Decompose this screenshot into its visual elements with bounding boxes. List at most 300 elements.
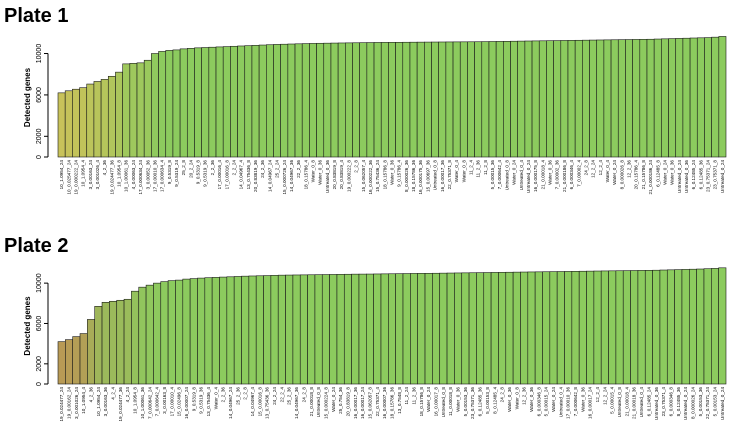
x-tick-label: 24_2_8 bbox=[583, 160, 589, 176]
bar bbox=[216, 47, 223, 157]
bar bbox=[293, 275, 300, 384]
bar bbox=[469, 273, 476, 384]
x-tick-label: 7_0.000642_4 bbox=[497, 160, 503, 190]
y-axis-label: Detected genes bbox=[23, 296, 32, 356]
x-tick-label: 21_0.000186_8 bbox=[561, 160, 567, 192]
x-tick-label: 25_2_8 bbox=[181, 160, 187, 176]
bar bbox=[374, 42, 381, 157]
bar bbox=[572, 271, 579, 384]
x-tick-label: Water_0_24 bbox=[662, 160, 668, 185]
x-tick-label: 9_0.5319_36 bbox=[198, 387, 204, 414]
x-tick-label: 8_0.12485_4 bbox=[492, 387, 498, 414]
bar bbox=[432, 273, 439, 384]
bar bbox=[360, 43, 367, 157]
bar bbox=[582, 40, 589, 157]
x-tick-label: 8_0.000026_8 bbox=[619, 160, 625, 190]
x-tick-label: Water_0_24 bbox=[511, 160, 517, 185]
x-tick-label: 24_2_36 bbox=[260, 160, 266, 178]
x-tick-label: 15_0.00697_36 bbox=[425, 160, 431, 192]
x-tick-label: 20_0.83819_8 bbox=[332, 160, 338, 190]
x-tick-label: 19_0.024477_36 bbox=[109, 160, 115, 195]
x-tick-label: 17_0.00016_8 bbox=[224, 160, 230, 190]
x-tick-label: 11_2_36 bbox=[411, 387, 417, 405]
bar bbox=[146, 285, 153, 384]
x-tick-label: 10_0.025477_24 bbox=[66, 160, 72, 195]
x-tick-label: 16_0.000222_36 bbox=[367, 160, 373, 195]
x-tick-label: 23_0.75371_8 bbox=[712, 160, 718, 190]
bar bbox=[539, 41, 546, 157]
x-tick-label: Untreated_0_24 bbox=[719, 160, 725, 193]
y-tick-label: 10000 bbox=[36, 273, 43, 293]
bar bbox=[102, 302, 109, 384]
bar bbox=[166, 50, 173, 157]
bar bbox=[528, 272, 535, 384]
bar bbox=[266, 45, 273, 157]
x-tick-label: 6_0.12485_24 bbox=[646, 387, 652, 417]
bar bbox=[130, 63, 137, 157]
bar bbox=[489, 42, 496, 157]
bar bbox=[359, 274, 366, 384]
bar bbox=[259, 45, 266, 157]
x-tick-label: 11_2_24 bbox=[404, 387, 410, 405]
x-tick-label: 20_0.83819_4 bbox=[339, 160, 345, 190]
bar bbox=[503, 41, 510, 157]
bar bbox=[676, 38, 683, 157]
bar bbox=[454, 273, 461, 384]
bar bbox=[631, 271, 638, 384]
bar bbox=[58, 93, 65, 157]
x-tick-label: 15_0.00016_8 bbox=[257, 387, 263, 417]
x-tick-label: Water_0_24 bbox=[550, 387, 556, 412]
x-tick-label: Water_0_36 bbox=[506, 387, 512, 412]
x-tick-label: 22_2_36 bbox=[296, 160, 302, 178]
bar bbox=[168, 281, 175, 384]
x-tick-label: 19_0.000222_24 bbox=[73, 160, 79, 195]
x-tick-label: 18_0.15786_8 bbox=[418, 387, 424, 417]
x-tick-label: Untreated_0_24 bbox=[683, 387, 689, 420]
bar bbox=[712, 37, 719, 157]
bar bbox=[520, 272, 527, 384]
x-tick-label: 11_2_4 bbox=[468, 160, 474, 175]
bar bbox=[388, 42, 395, 157]
bar bbox=[440, 273, 447, 384]
y-axis-label: Detected genes bbox=[23, 67, 32, 128]
bar bbox=[425, 273, 432, 384]
y-tick-label: 10000 bbox=[36, 43, 43, 64]
x-tick-label: 9_0.5319_24 bbox=[174, 160, 180, 187]
x-tick-label: 10_1.0954_8 bbox=[116, 160, 122, 187]
x-tick-label: 14_0.04967_24 bbox=[228, 387, 234, 419]
bar bbox=[256, 276, 263, 384]
x-tick-label: 7_0.00002_36 bbox=[554, 160, 560, 190]
x-tick-label: 2_2_8 bbox=[353, 160, 359, 173]
bar bbox=[187, 48, 194, 157]
x-tick-label: 2_2_24 bbox=[231, 160, 237, 176]
x-tick-label: 8_0.000026_24 bbox=[690, 387, 696, 419]
x-tick-label: 18_0.15786_8 bbox=[382, 160, 388, 190]
x-tick-label: Water_0_36 bbox=[317, 160, 323, 185]
bar bbox=[618, 40, 625, 157]
x-tick-label: 11_2_8 bbox=[482, 160, 488, 175]
x-tick-label: 25_2_24 bbox=[274, 160, 280, 178]
x-tick-label: 16_0.00017_36 bbox=[352, 387, 358, 419]
x-tick-label: 19_0.000222_8 bbox=[346, 160, 352, 192]
x-tick-label: 16_0.00007_36 bbox=[382, 387, 388, 419]
bar bbox=[87, 84, 94, 157]
bar bbox=[209, 47, 216, 157]
bar bbox=[94, 81, 101, 157]
bar bbox=[330, 274, 337, 384]
x-tick-label: Water_0_4 bbox=[604, 160, 610, 183]
x-tick-label: 3_0.001026_4 bbox=[95, 160, 101, 190]
x-tick-label: 6_0.000346_8 bbox=[536, 387, 542, 417]
x-tick-label: 3_0.001026_24 bbox=[73, 387, 79, 419]
y-tick-label: 2000 bbox=[36, 128, 43, 145]
bar bbox=[322, 275, 329, 384]
x-tick-label: Water_0_24 bbox=[612, 160, 618, 185]
x-tick-label: 13_0.75436_4 bbox=[205, 387, 211, 417]
bar bbox=[238, 46, 245, 157]
x-tick-label: 23_0.75371_36 bbox=[470, 387, 476, 419]
bar bbox=[557, 272, 564, 384]
x-tick-label: 6_0.12485_36 bbox=[698, 160, 704, 190]
x-tick-label: 12_2_36 bbox=[626, 160, 632, 178]
bar bbox=[640, 39, 647, 157]
bar bbox=[137, 63, 144, 157]
x-tick-label: 22_0.75371_4 bbox=[374, 387, 380, 417]
x-tick-label: Untreated_0_24 bbox=[719, 387, 725, 420]
x-tick-label: Water_0_4 bbox=[213, 387, 219, 410]
x-tick-label: 2_2_8 bbox=[242, 387, 248, 400]
x-tick-label: Untreated_0_24 bbox=[525, 160, 531, 193]
x-tick-label: 2_2_36 bbox=[220, 387, 226, 403]
bar bbox=[587, 271, 594, 384]
x-tick-label: 16_0.000175_36 bbox=[418, 160, 424, 195]
y-tick-label: 0 bbox=[36, 155, 43, 159]
x-tick-label: 16_0.00017_24 bbox=[360, 387, 366, 419]
bar bbox=[403, 42, 410, 157]
bar bbox=[476, 273, 483, 384]
bar bbox=[594, 271, 601, 384]
x-tick-label: 6_0.000346_4 bbox=[569, 160, 575, 190]
bar bbox=[597, 40, 604, 157]
bar bbox=[513, 272, 520, 384]
bar bbox=[590, 40, 597, 157]
bar bbox=[462, 273, 469, 384]
x-tick-label: 13_0.75436_8 bbox=[245, 160, 251, 190]
x-tick-label: 14_0.04967_24 bbox=[267, 160, 273, 192]
bar bbox=[205, 278, 212, 384]
bar bbox=[518, 41, 525, 157]
bar bbox=[689, 269, 696, 384]
bar bbox=[697, 38, 704, 157]
bar bbox=[123, 64, 130, 157]
x-tick-label: 2_2_36 bbox=[209, 160, 215, 176]
bar bbox=[183, 279, 190, 384]
bar bbox=[173, 50, 180, 157]
bar bbox=[609, 271, 616, 384]
x-tick-label: 11_2_36 bbox=[475, 160, 481, 178]
bar bbox=[601, 271, 608, 384]
x-tick-label: Untreated_0_8 bbox=[440, 387, 446, 418]
bar bbox=[367, 43, 374, 157]
x-tick-label: 19_0.024477_24 bbox=[59, 387, 65, 422]
bar bbox=[675, 270, 682, 384]
x-tick-label: 5_0.00015_24 bbox=[543, 387, 549, 417]
x-tick-label: 3_0.00163_24 bbox=[87, 160, 93, 190]
y-tick-label: 6000 bbox=[36, 87, 43, 103]
x-tick-label: 15_0.000726_24 bbox=[281, 160, 287, 195]
bar bbox=[697, 269, 704, 384]
bar bbox=[108, 76, 115, 157]
x-tick-label: 15_0.062057_8 bbox=[367, 387, 373, 419]
x-tick-label: 5_0.00015_4 bbox=[609, 387, 615, 414]
bar bbox=[245, 46, 252, 157]
plate-2-chart bbox=[23, 268, 726, 422]
x-tick-label: 13_0.75436_36 bbox=[264, 387, 270, 419]
x-tick-label: 10_1.0954_4 bbox=[81, 387, 87, 414]
bar bbox=[65, 340, 72, 384]
bar bbox=[344, 274, 351, 384]
bar bbox=[381, 274, 388, 384]
x-tick-label: 17_0.00010_36 bbox=[152, 160, 158, 192]
bar bbox=[396, 42, 403, 157]
bar bbox=[388, 274, 395, 384]
x-tick-label: Untreated_0_36 bbox=[683, 160, 689, 193]
bar bbox=[667, 270, 674, 384]
x-tick-label: 17_0.000634_4 bbox=[159, 160, 165, 192]
bar bbox=[139, 287, 146, 384]
bar bbox=[101, 79, 108, 157]
bar bbox=[579, 271, 586, 384]
x-tick-label: Water_0_36 bbox=[389, 160, 395, 185]
bar bbox=[542, 272, 549, 384]
x-tick-label: 11_0.00018_8 bbox=[448, 387, 454, 417]
x-tick-label: 25_2_36 bbox=[235, 387, 241, 405]
x-tick-label: 15_0.000224_8 bbox=[323, 387, 329, 419]
bar bbox=[223, 47, 230, 157]
bar bbox=[410, 42, 417, 157]
x-tick-label: 22_0.75371_24 bbox=[705, 387, 711, 419]
bar bbox=[535, 272, 542, 384]
x-tick-label: 8_0.000026_36 bbox=[403, 160, 409, 192]
x-tick-label: 25_2_36 bbox=[286, 387, 292, 405]
bar bbox=[554, 41, 561, 157]
bar bbox=[345, 43, 352, 157]
x-tick-label: Water_0_36 bbox=[528, 387, 534, 412]
bar bbox=[475, 42, 482, 157]
x-tick-label: 5_0.00153_36 bbox=[462, 387, 468, 417]
bar bbox=[366, 274, 373, 384]
bar bbox=[302, 44, 309, 157]
bar bbox=[271, 275, 278, 384]
bar bbox=[286, 275, 293, 384]
x-tick-label: 22_2_4 bbox=[279, 387, 285, 403]
x-tick-label: 9_0.5319_8 bbox=[195, 160, 201, 185]
bar bbox=[315, 275, 322, 384]
bar bbox=[396, 274, 403, 384]
x-tick-label: 17_0.00010_36 bbox=[565, 387, 571, 419]
x-tick-label: 9_0.5319_36 bbox=[202, 160, 208, 187]
x-tick-label: 7_0.00002_4 bbox=[576, 160, 582, 187]
x-tick-label: 5_0.00153_8 bbox=[484, 387, 490, 414]
x-tick-label: 21_0.00018_4 bbox=[624, 387, 630, 417]
bar bbox=[417, 42, 424, 157]
bar bbox=[72, 89, 79, 157]
bar bbox=[506, 272, 513, 384]
x-tick-label: 21_0.00018_36 bbox=[631, 387, 637, 419]
bar bbox=[190, 279, 197, 384]
x-tick-label: Water_0_24 bbox=[330, 387, 336, 412]
bar bbox=[159, 51, 166, 157]
x-tick-label: 23_0.75371_4 bbox=[661, 387, 667, 417]
x-tick-label: 20_2_24 bbox=[188, 160, 194, 178]
x-tick-label: 10_1.0954_24 bbox=[95, 387, 101, 417]
x-tick-label: 4_0.00063_24 bbox=[130, 160, 136, 190]
bar bbox=[403, 274, 410, 384]
bar bbox=[424, 42, 431, 157]
x-tick-label: Water_0_8 bbox=[514, 387, 520, 410]
bar bbox=[252, 45, 259, 157]
bar bbox=[352, 274, 359, 384]
x-tick-label: 12_2_36 bbox=[521, 387, 527, 405]
bar bbox=[352, 43, 359, 157]
x-tick-label: 4_2_36 bbox=[102, 160, 108, 176]
x-tick-label: Water_0_8 bbox=[461, 160, 467, 183]
x-tick-label: Untreated_0_36 bbox=[324, 160, 330, 193]
x-tick-label: 19_0.024477_36 bbox=[117, 387, 123, 422]
x-tick-label: 9_0.15786_4 bbox=[396, 160, 402, 187]
bar bbox=[338, 43, 345, 157]
bar bbox=[175, 280, 182, 384]
bar bbox=[669, 39, 676, 157]
bar bbox=[439, 42, 446, 157]
x-tick-label: 12_2_24 bbox=[602, 387, 608, 405]
bar bbox=[704, 269, 711, 384]
bar bbox=[144, 60, 151, 157]
bar bbox=[550, 272, 557, 384]
bar bbox=[131, 291, 138, 384]
x-tick-label: Untreated_0_8 bbox=[432, 160, 438, 191]
x-tick-label: 15_0.062057_4 bbox=[360, 160, 366, 192]
plate-1-title: Plate 1 bbox=[4, 5, 69, 27]
bar bbox=[418, 273, 425, 384]
x-tick-label: 18_0.15786_36 bbox=[389, 387, 395, 419]
x-tick-label: 17_0.000634_24 bbox=[138, 160, 144, 195]
x-tick-label: 3_0.00163_36 bbox=[103, 387, 109, 417]
y-tick-label: 2000 bbox=[36, 356, 43, 372]
bar bbox=[496, 41, 503, 157]
bar bbox=[682, 269, 689, 384]
x-tick-label: 19_0.00162_24 bbox=[66, 387, 72, 419]
bar bbox=[212, 277, 219, 384]
bar bbox=[645, 270, 652, 384]
x-tick-label: Untreated_0_4 bbox=[518, 160, 524, 191]
x-tick-label: 21_0.15786_8 bbox=[640, 160, 646, 190]
x-tick-label: Untreated_0_8 bbox=[617, 387, 623, 418]
x-tick-label: 16_0.000175_8 bbox=[533, 160, 539, 192]
x-tick-label: 18_0.15786_4 bbox=[303, 160, 309, 190]
x-tick-label: 14_0.04967_36 bbox=[288, 160, 294, 192]
x-tick-label: 20_0.15786_4 bbox=[633, 160, 639, 190]
x-tick-label: 10_1.0954_8 bbox=[132, 387, 138, 414]
x-tick-label: 18_0.15786_36 bbox=[411, 160, 417, 192]
bar bbox=[151, 54, 158, 157]
x-tick-label: 3_0.00163_8 bbox=[161, 387, 167, 414]
x-tick-label: 8_0.12485_36 bbox=[675, 387, 681, 417]
x-tick-label: 16_0.00017_8 bbox=[433, 387, 439, 417]
x-tick-label: 16_0.00017_24 bbox=[587, 387, 593, 419]
bar bbox=[654, 39, 661, 157]
x-tick-label: 14_0.04967_4 bbox=[250, 387, 256, 417]
x-tick-label: 6_0.000346_8 bbox=[668, 387, 674, 417]
bar bbox=[410, 273, 417, 384]
x-tick-label: 16_0.00007_24 bbox=[183, 387, 189, 419]
bar bbox=[491, 272, 498, 384]
x-tick-label: Water_0_36 bbox=[669, 160, 675, 185]
bar bbox=[565, 271, 572, 384]
x-tick-label: 10_1.0954_4 bbox=[80, 160, 86, 187]
bar bbox=[65, 91, 72, 157]
x-tick-label: 5_0.00153_24 bbox=[712, 387, 718, 417]
x-tick-label: Untreated_0_8 bbox=[316, 387, 322, 418]
x-tick-label: Untreated_0_4 bbox=[558, 387, 564, 418]
x-tick-label: Water_0_24 bbox=[426, 387, 432, 412]
bar bbox=[73, 337, 80, 384]
x-tick-label: 12_2_4 bbox=[595, 387, 601, 403]
bar bbox=[230, 46, 237, 157]
bar bbox=[453, 42, 460, 157]
bar bbox=[432, 42, 439, 157]
bar bbox=[87, 319, 94, 384]
x-tick-label: 17_0.00016_4 bbox=[217, 160, 223, 190]
bar bbox=[625, 40, 632, 157]
bar bbox=[202, 48, 209, 157]
bar bbox=[482, 42, 489, 157]
bar bbox=[604, 40, 611, 157]
plate-2-title: Plate 2 bbox=[4, 235, 69, 257]
bar bbox=[124, 299, 131, 384]
x-tick-label: 21_0.00018_4 bbox=[540, 160, 546, 190]
x-tick-label: 24_2_8 bbox=[301, 387, 307, 403]
bar bbox=[711, 268, 718, 384]
x-tick-label: 12_2_24 bbox=[590, 160, 596, 178]
bar bbox=[460, 42, 467, 157]
x-tick-label: 21_0.000186_24 bbox=[648, 160, 654, 195]
x-tick-label: Untreated_0_36 bbox=[653, 387, 659, 420]
x-tick-label: 3_0.00052_36 bbox=[145, 160, 151, 190]
x-tick-label: 13_0.7548_8 bbox=[396, 387, 402, 414]
bar bbox=[446, 42, 453, 157]
bar bbox=[115, 72, 122, 157]
bar bbox=[568, 40, 575, 157]
bar bbox=[288, 44, 295, 157]
bar bbox=[575, 40, 582, 157]
bar bbox=[80, 334, 87, 384]
bar bbox=[447, 273, 454, 384]
x-tick-label: 10_1.0954_24 bbox=[59, 160, 65, 190]
bar bbox=[117, 300, 124, 384]
bar bbox=[95, 306, 102, 384]
bar bbox=[611, 40, 618, 157]
bar bbox=[683, 38, 690, 157]
x-tick-label: 4_2_36 bbox=[88, 387, 94, 403]
bar bbox=[161, 282, 168, 384]
bar bbox=[109, 301, 116, 384]
x-tick-label: Untreated_0_8 bbox=[504, 160, 510, 191]
x-tick-label: 17_0.00010_4 bbox=[169, 387, 175, 417]
bar bbox=[381, 42, 388, 157]
